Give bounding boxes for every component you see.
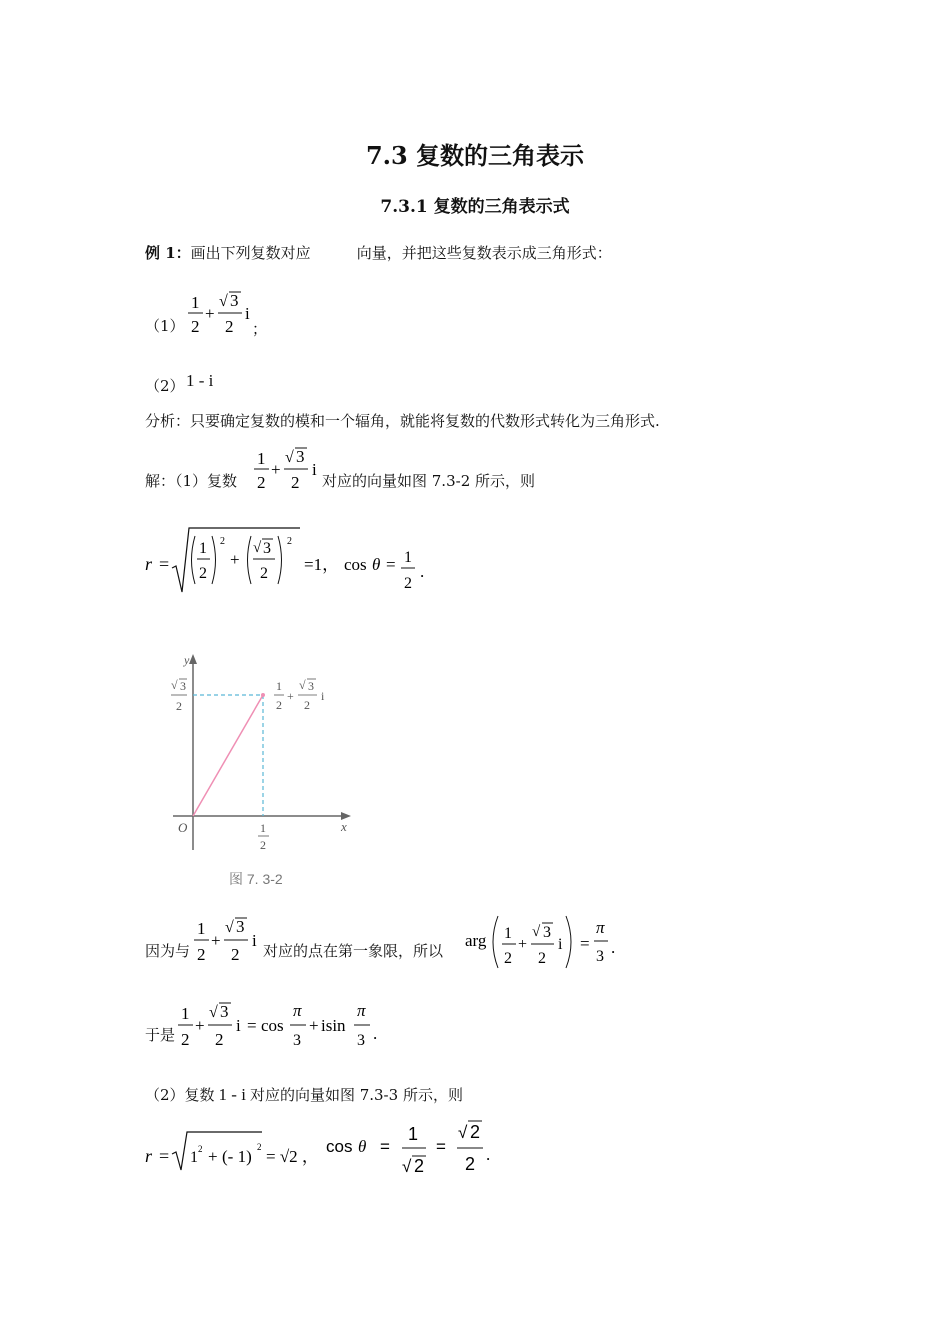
pt-i: i [321, 689, 325, 703]
period: . [420, 562, 425, 581]
arg-formula [462, 906, 622, 974]
period: . [373, 1024, 378, 1043]
equals-sign-3: = [436, 1137, 446, 1156]
solution-intro-tail: 对应的向量如图 7.3-2 所示，则 [322, 472, 536, 490]
plus-sign: + [271, 460, 281, 479]
cos-label: cos [344, 555, 367, 574]
part-two-suffix: 对应的向量如图 7.3-3 所示，则 [249, 1086, 463, 1104]
imag-unit: i [558, 936, 563, 953]
sqrt-three: 3 [220, 1002, 229, 1021]
plus-sign: + [208, 1147, 218, 1166]
part-two-prefix: （2）复数 [145, 1086, 215, 1104]
plus-sign: + [195, 1016, 205, 1035]
sqrt-three: 3 [296, 447, 305, 466]
sqrt-three: 3 [230, 291, 239, 310]
sqrt-three: 3 [263, 540, 271, 557]
frac-den-2b: 2 [538, 950, 546, 967]
y-tick-two: 2 [176, 699, 182, 713]
frac-den-3: 3 [596, 948, 604, 965]
period: . [486, 1145, 491, 1164]
item-one-tail: ； [252, 320, 268, 338]
frac-den-2b: 2 [215, 1030, 224, 1049]
frac-den-2: 2 [465, 1154, 476, 1174]
sqrt-three: 3 [543, 924, 551, 941]
equals-sign: = [159, 554, 170, 574]
r-symbol: r [145, 1146, 153, 1166]
base-one: 1 [190, 1149, 198, 1166]
pt-two: 2 [276, 698, 282, 712]
exponent-2: 2 [198, 1144, 203, 1154]
plus-sign: + [211, 931, 221, 950]
item-two-label: （2） [145, 377, 185, 395]
plus-sign: + [205, 304, 215, 323]
frac-den-2: 2 [191, 317, 200, 336]
arg-label: arg [465, 931, 487, 950]
y-tick-sqrt: √ [171, 678, 178, 692]
section-subtitle: 7.3.1 复数的三角表示式 [380, 197, 570, 217]
origin-label: O [178, 820, 188, 835]
x-axis-label: x [341, 819, 347, 834]
so-prefix: 于是 [145, 1026, 176, 1044]
pt-three: 3 [308, 679, 314, 693]
r-symbol: r [145, 554, 153, 574]
frac-den-2b: 2 [231, 945, 240, 964]
so-formula [175, 996, 395, 1056]
sqrt-sign: √ [209, 1004, 218, 1021]
frac-den-2b: 2 [225, 317, 234, 336]
figure-7-3-2 [165, 650, 365, 895]
equals-sign-2: = [380, 1137, 390, 1156]
frac-num-1: 1 [197, 919, 206, 938]
plus-sign-2: + [309, 1016, 319, 1035]
y-axis-label: y [184, 653, 190, 667]
solution-formula [251, 442, 323, 498]
frac-num-1: 1 [504, 925, 512, 942]
complex-point [261, 693, 265, 697]
modulus-result: =1， [304, 555, 340, 574]
exponent-2: 2 [220, 536, 225, 547]
frac-num-1: 1 [181, 1004, 190, 1023]
frac-num-1: 1 [404, 549, 412, 566]
imag-unit: i [236, 1016, 241, 1035]
example-text-a: 画出下列复数对应 [190, 244, 311, 262]
modulus-result: = √2 ， [266, 1147, 319, 1166]
analysis-text: 分析：只要确定复数的模和一个辐角，就能将复数的代数形式转化为三角形式. [145, 412, 660, 430]
x-tick-two: 2 [260, 838, 266, 852]
figure-caption: 图 7. 3-2 [229, 871, 283, 887]
frac-num-1: 1 [257, 449, 266, 468]
item-two-expr: 1 - i [186, 371, 214, 390]
theta-symbol: θ [358, 1137, 367, 1156]
equals-sign: = [159, 1146, 170, 1166]
point-label [274, 678, 325, 712]
frac-den-2: 2 [257, 473, 266, 492]
plus-sign: + [230, 550, 240, 569]
frac-den-2: 2 [504, 950, 512, 967]
exponent-2b: 2 [287, 536, 292, 547]
example-line [145, 242, 612, 263]
imag-unit: i [252, 931, 257, 950]
isin-label: isin [321, 1016, 346, 1035]
frac-num-1: 1 [408, 1124, 419, 1144]
solution-intro: 解：（1）复数 [145, 472, 238, 490]
sqrt-sign-2: √ [458, 1123, 468, 1142]
pi-symbol: π [293, 1001, 302, 1020]
pt-plus: + [287, 689, 294, 703]
frac-den-3b: 3 [357, 1032, 365, 1049]
x-tick-one: 1 [260, 821, 266, 835]
equals-sign: = [580, 934, 590, 953]
example-text-b: 向量，并把这些复数表示成三角形式： [356, 244, 612, 262]
page-title: 7.3 复数的三角表示 [365, 141, 585, 170]
sqrt-two: 2 [414, 1156, 425, 1176]
frac-num-1: 1 [199, 540, 207, 557]
sqrt-two-b: 2 [470, 1122, 481, 1142]
equals-sign: = [247, 1016, 257, 1035]
frac-den-2b: 2 [291, 473, 300, 492]
sqrt-three: 3 [236, 917, 245, 936]
sqrt-sign: √ [285, 449, 294, 466]
because-formula [191, 910, 263, 970]
frac-den-2: 2 [199, 565, 207, 582]
frac-den-2: 2 [404, 575, 412, 592]
pi-symbol: π [596, 918, 605, 937]
imag-unit: i [245, 304, 250, 323]
neg-one: (- 1) [222, 1147, 252, 1166]
pt-one: 1 [276, 679, 282, 693]
part-two-text [145, 1084, 463, 1105]
sqrt-sign: √ [402, 1157, 412, 1176]
y-tick-three: 3 [180, 679, 186, 693]
cos-label: cos [326, 1137, 353, 1156]
imag-unit: i [312, 460, 317, 479]
plus-sign: + [518, 936, 528, 953]
frac-den-2: 2 [181, 1030, 190, 1049]
frac-den-2: 2 [260, 565, 268, 582]
item-one-label: （1） [145, 317, 185, 335]
exponent-2b: 2 [257, 1142, 262, 1152]
sqrt-sign: √ [219, 293, 228, 310]
part-two-expr: 1 - i [218, 1085, 246, 1104]
pi-symbol-2: π [357, 1001, 366, 1020]
because-prefix: 因为与 [145, 942, 191, 960]
pt-two-b: 2 [304, 698, 310, 712]
complex-vector [193, 695, 263, 816]
example-label: 例 1： [145, 244, 191, 262]
pt-sqrt: √ [299, 678, 306, 692]
equation-modulus [140, 522, 440, 602]
cos-label: cos [261, 1016, 284, 1035]
sqrt-sign: √ [253, 540, 262, 556]
frac-den-3: 3 [293, 1032, 301, 1049]
y-axis-arrow-icon [189, 654, 197, 664]
period: . [611, 938, 616, 957]
sqrt-sign: √ [225, 919, 234, 936]
equation-modulus-2 [140, 1114, 500, 1184]
equals-sign-2: = [386, 555, 396, 574]
frac-den-2: 2 [197, 945, 206, 964]
theta-symbol: θ [372, 555, 381, 574]
because-mid: 对应的点在第一象限，所以 [263, 942, 444, 960]
sqrt-sign: √ [532, 924, 541, 940]
frac-num-1: 1 [191, 293, 200, 312]
